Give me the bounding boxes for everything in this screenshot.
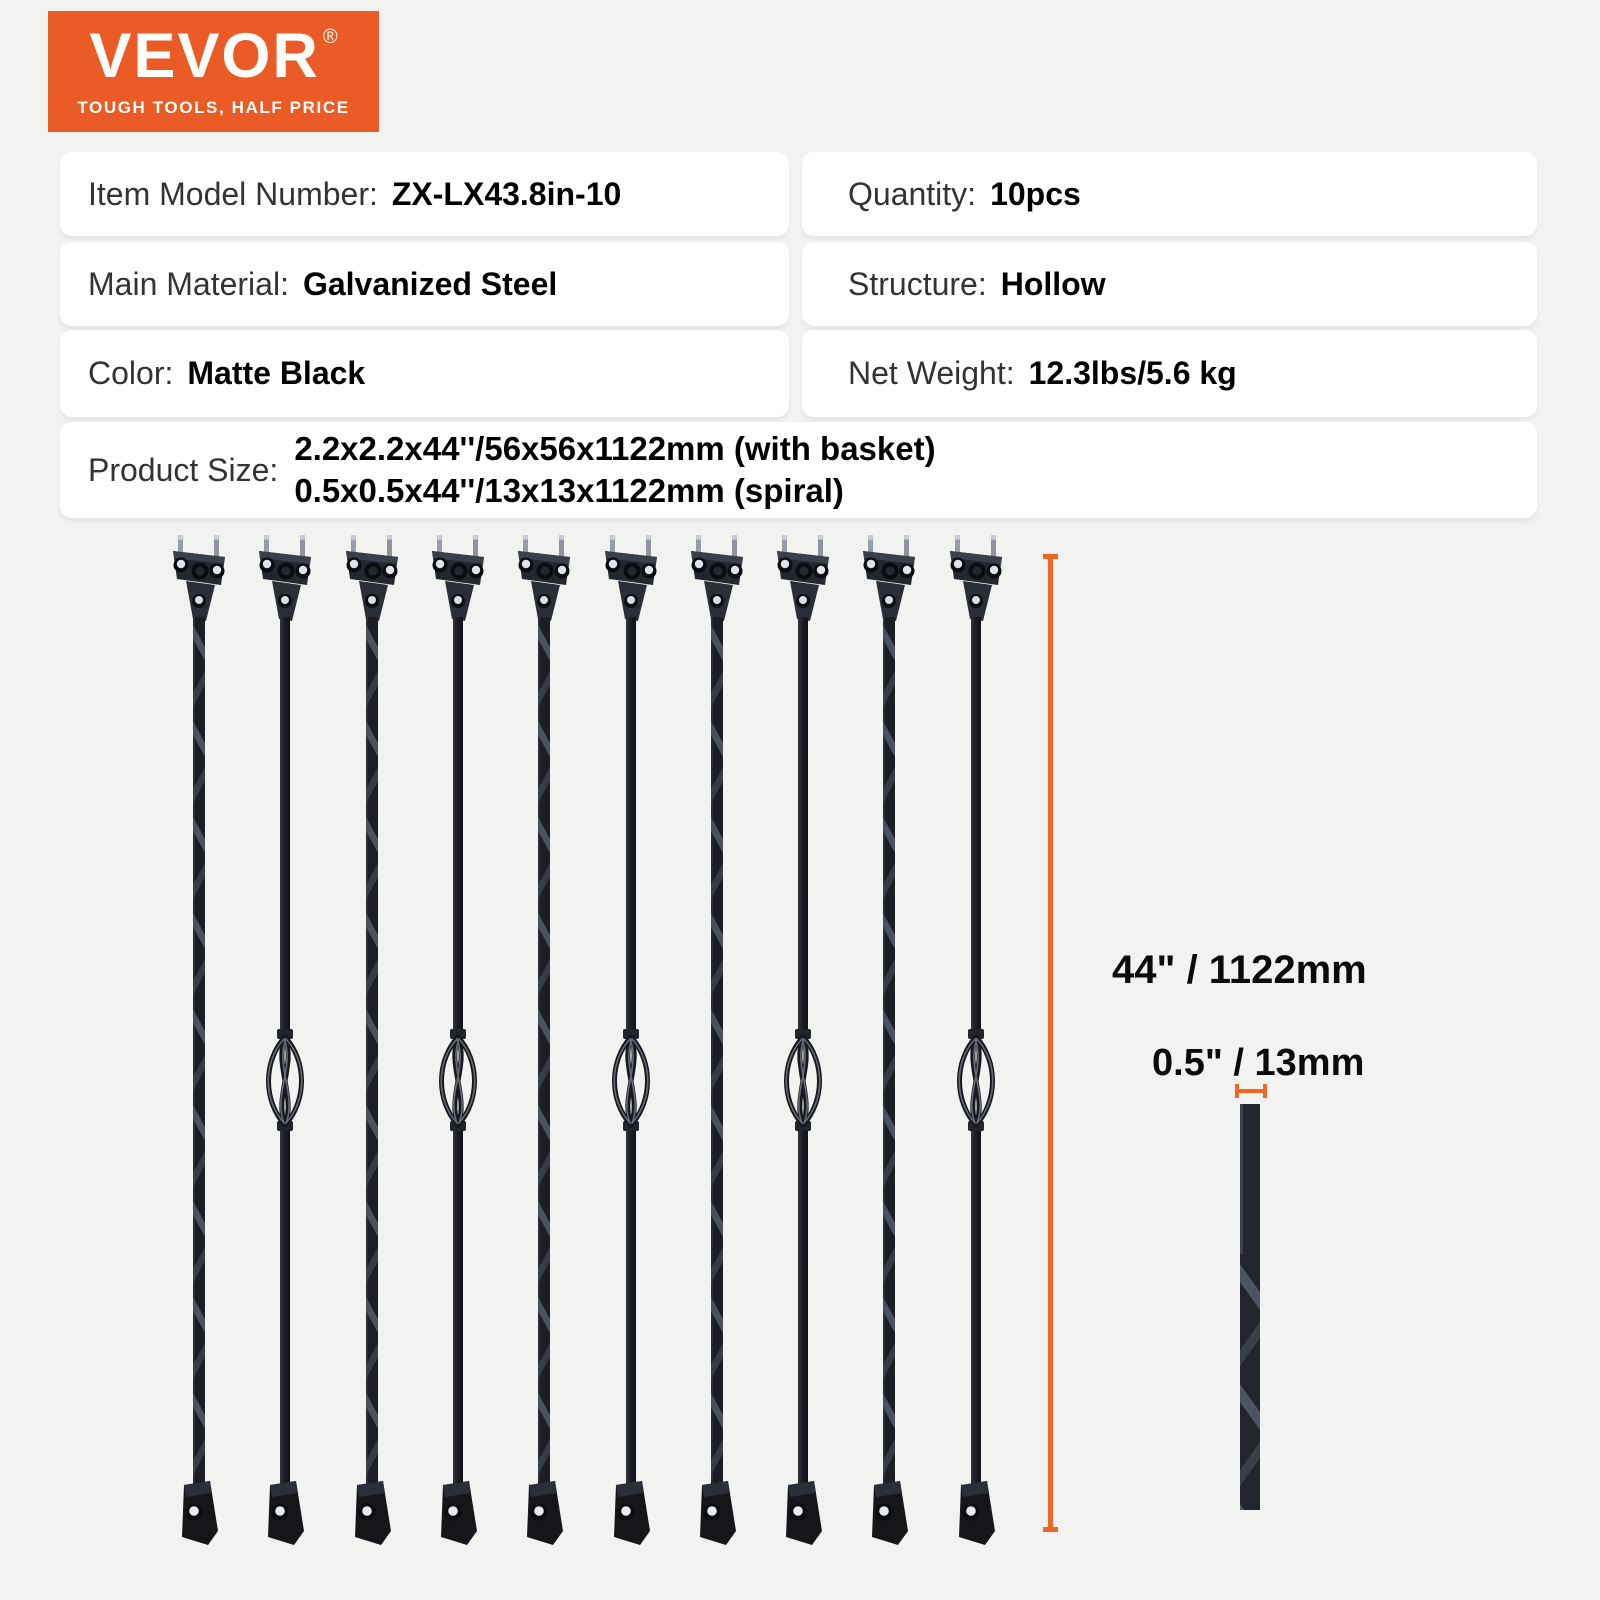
baluster-basket xyxy=(250,535,320,1545)
spec-label: Item Model Number: xyxy=(88,175,378,212)
spec-value: ZX-LX43.8in-10 xyxy=(391,175,622,212)
baluster-basket xyxy=(941,535,1011,1545)
spec-value: Galvanized Steel xyxy=(302,265,558,302)
dimension-tick xyxy=(1043,1527,1058,1532)
baluster-spiral xyxy=(854,535,924,1545)
baluster-spiral xyxy=(337,535,407,1545)
width-dimension-label: 0.5" / 13mm xyxy=(1152,1042,1365,1084)
spec-quantity xyxy=(802,152,1537,236)
spec-product-size xyxy=(60,422,1537,518)
spec-value: Matte Black xyxy=(187,355,366,391)
spec-label: Quantity: xyxy=(848,175,977,212)
baluster-basket xyxy=(768,535,838,1545)
brand-logo xyxy=(48,11,379,132)
spec-item-model-number xyxy=(60,152,789,236)
spec-value: 10pcs xyxy=(990,175,1081,212)
dimension-bar xyxy=(1048,554,1053,1532)
spec-main-material xyxy=(60,242,789,326)
spec-structure xyxy=(802,242,1537,326)
spec-label: Main Material: xyxy=(88,265,289,302)
product-size-line-1: 2.2x2.2x44''/56x56x1122mm (with basket) xyxy=(294,430,936,467)
spec-label: Product Size: xyxy=(88,451,279,488)
brand-tagline: TOUGH TOOLS, HALF PRICE xyxy=(77,98,350,117)
baluster-spiral xyxy=(164,535,234,1545)
baluster-spiral xyxy=(682,535,752,1545)
spec-net-weight xyxy=(802,330,1537,417)
width-dimension-marker xyxy=(1235,1084,1267,1098)
product-size-line-2: 0.5x0.5x44''/13x13x1122mm (spiral) xyxy=(294,472,844,509)
dimension-tick xyxy=(1263,1084,1267,1098)
spec-label: Net Weight: xyxy=(848,355,1015,391)
length-dimension-label: 44" / 1122mm xyxy=(1112,948,1367,992)
baluster-cross-section-detail xyxy=(1236,1104,1264,1510)
brand-wordmark: VEVOR xyxy=(89,21,320,91)
spec-value: Hollow xyxy=(1000,265,1106,302)
baluster-spiral xyxy=(509,535,579,1545)
spec-label: Color: xyxy=(88,355,174,391)
baluster-basket xyxy=(423,535,493,1545)
length-dimension-line xyxy=(1043,554,1059,1532)
baluster-product-photo xyxy=(164,535,1054,1545)
registered-trademark-mark: ® xyxy=(322,26,338,48)
spec-color xyxy=(60,330,789,417)
spec-value: 12.3lbs/5.6 kg xyxy=(1028,355,1237,391)
baluster-basket xyxy=(596,535,666,1545)
spec-value xyxy=(294,428,935,512)
spec-label: Structure: xyxy=(848,265,987,302)
